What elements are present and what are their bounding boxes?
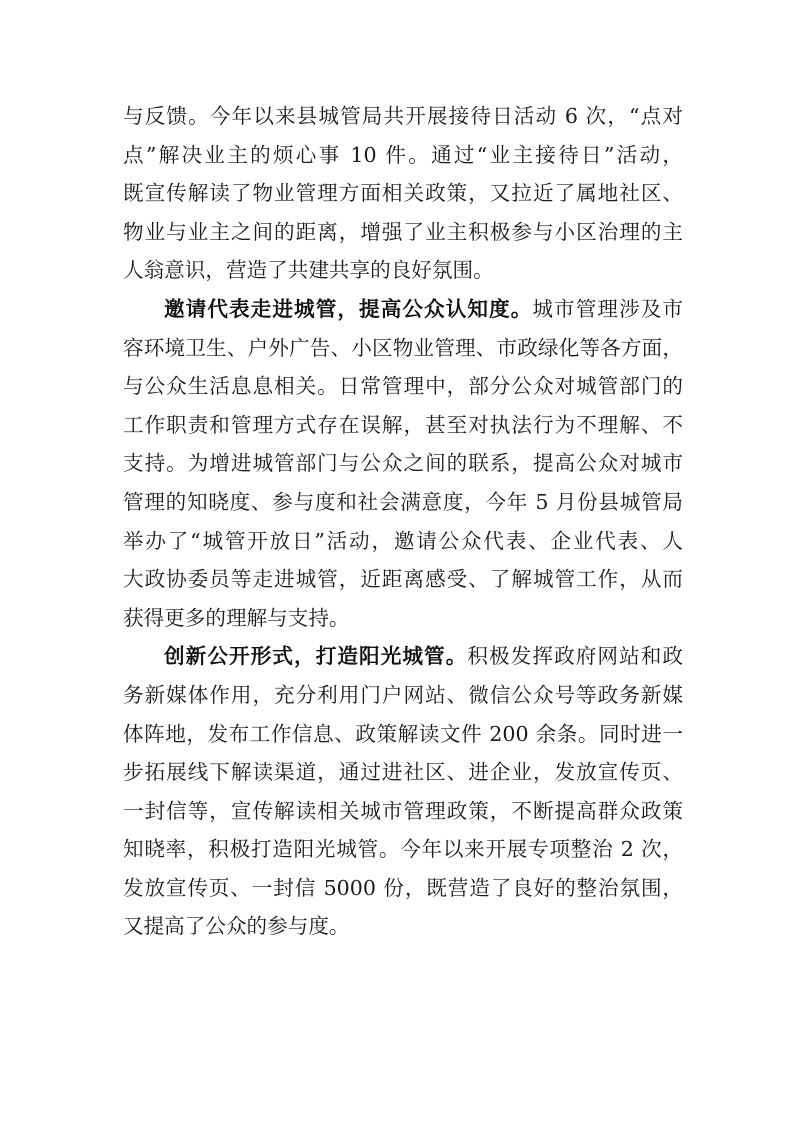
text-line: 步拓展线下解读渠道，通过进社区、进企业，发放宣传页、: [123, 760, 683, 785]
text-line: 一封信等，宣传解读相关城市管理政策，不断提高群众政策: [123, 798, 683, 823]
text-line: 举办了“城管开放日”活动，邀请公众代表、企业代表、人: [123, 528, 683, 553]
paragraph-heading: 创新公开形式，打造阳光城管。: [164, 644, 468, 669]
text-line: 既宣传解读了物业管理方面相关政策，又拉近了属地社区、: [123, 181, 683, 206]
text-line: 管理的知晓度、参与度和社会满意度，今年 5 月份县城管局: [123, 489, 683, 514]
text-line: 物业与业主之间的距离，增强了业主积极参与小区治理的主: [123, 219, 683, 244]
paragraph-invite-representatives: [123, 290, 683, 637]
text-line: 体阵地，发布工作信息、政策解读文件 200 余条。同时进一: [123, 721, 683, 746]
text-line: 容环境卫生、户外广告、小区物业管理、市政绿化等各方面，: [123, 335, 683, 360]
text-run: 城市管理涉及市: [532, 296, 684, 321]
body-text: [123, 97, 683, 946]
paragraph-heading: 邀请代表走进城管，提高公众认知度。: [164, 296, 533, 321]
text-line: 与反馈。今年以来县城管局共开展接待日活动 6 次，“点对: [123, 104, 683, 128]
text-line: 工作职责和管理方式存在误解，甚至对执法行为不理解、不: [123, 412, 683, 437]
text-line: 人翁意识，营造了共建共享的良好氛围。: [123, 258, 494, 283]
text-line: 获得更多的理解与支持。: [123, 605, 350, 630]
text-line: 知晓率，积极打造阳光城管。今年以来开展专项整治 2 次，: [123, 837, 683, 862]
text-line: 大政协委员等走进城管，近距离感受、了解城管工作，从而: [123, 567, 683, 592]
paragraph-feedback: [123, 97, 683, 290]
paragraph-first-line: [123, 290, 683, 329]
text-run: 积极发挥政府网站和政: [467, 644, 684, 669]
text-line: 支持。为增进城管部门与公众之间的联系，提高公众对城市: [123, 451, 683, 476]
text-line: 又提高了公众的参与度。: [123, 914, 350, 939]
text-line: 发放宣传页、一封信 5000 份，既营造了良好的整治氛围，: [123, 875, 683, 900]
text-line: 与公众生活息息相关。日常管理中，部分公众对城管部门的: [123, 374, 683, 399]
text-line: 点”解决业主的烦心事 10 件。通过“业主接待日”活动，: [123, 142, 683, 167]
paragraph-first-line: [123, 637, 683, 676]
text-line: 务新媒体作用，充分利用门户网站、微信公众号等政务新媒: [123, 682, 683, 707]
paragraph-innovate-disclosure: [123, 637, 683, 946]
